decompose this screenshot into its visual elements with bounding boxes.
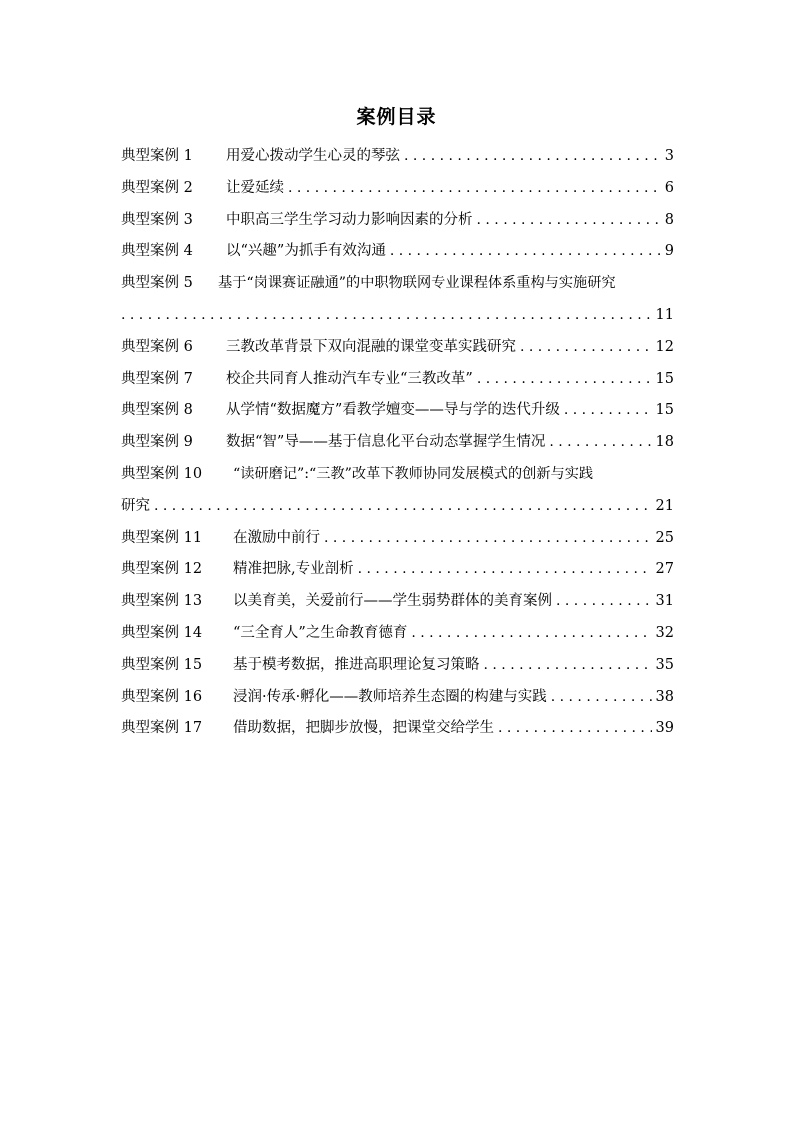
toc-entry-label: 典型案例 15 — [121, 656, 203, 673]
toc-entry[interactable] — [121, 332, 674, 364]
toc-entry-label: 典型案例 6 — [121, 338, 193, 355]
toc-entry[interactable] — [121, 395, 674, 427]
toc-leader-dots — [498, 713, 652, 745]
toc-entry-page: 32 — [655, 624, 674, 641]
toc-entry[interactable] — [121, 205, 674, 237]
toc-leader-dots — [411, 618, 651, 650]
toc-entry[interactable] — [121, 618, 674, 650]
toc-entry[interactable] — [121, 236, 674, 268]
toc-entry[interactable] — [121, 554, 674, 586]
toc-entry-label: 典型案例 4 — [121, 243, 193, 260]
toc-entry-label: 典型案例 8 — [121, 402, 193, 419]
toc-leader-dots — [154, 491, 652, 523]
toc-entry-title: 以“兴趣”为抓手有效沟通 — [226, 243, 386, 260]
toc-entry[interactable] — [121, 268, 674, 332]
toc-entry-title: 在激励中前行 — [233, 529, 320, 546]
toc-entry-page: 27 — [655, 561, 674, 578]
toc-entry-label: 典型案例 14 — [121, 624, 203, 641]
toc-leader-dots — [324, 523, 652, 555]
toc-title: 案例目录 — [356, 106, 437, 128]
toc-entry-label: 典型案例 9 — [121, 434, 193, 451]
toc-leader-dots — [404, 141, 661, 173]
table-of-contents — [121, 141, 674, 745]
toc-entry[interactable] — [121, 141, 674, 173]
toc-leader-dots — [477, 364, 652, 396]
toc-entry-page: 18 — [655, 434, 674, 451]
toc-entry-page: 12 — [655, 338, 674, 355]
toc-entry-label: 典型案例 7 — [121, 370, 193, 387]
toc-entry-page: 38 — [655, 688, 674, 705]
toc-entry[interactable] — [121, 650, 674, 682]
toc-entry-title: 从学情“数据魔方”看教学嬗变——导与学的迭代升级 — [226, 402, 560, 419]
toc-entry-page: 31 — [655, 593, 674, 610]
toc-entry-title: 中职高三学生学习动力影响因素的分析 — [226, 211, 473, 228]
toc-entry-title: 基于“岗课赛证融通”的中职物联网专业课程体系重构与实施研究 — [218, 275, 616, 292]
toc-entry-label: 典型案例 13 — [121, 593, 203, 610]
toc-entry-page: 15 — [655, 370, 674, 387]
toc-entry-page: 35 — [655, 656, 674, 673]
toc-entry[interactable] — [121, 523, 674, 555]
toc-entry[interactable] — [121, 427, 674, 459]
toc-entry-label: 典型案例 16 — [121, 688, 203, 705]
toc-leader-dots — [390, 236, 661, 268]
toc-entry-page: 9 — [664, 243, 674, 260]
toc-leader-dots — [551, 682, 652, 714]
toc-entry[interactable] — [121, 459, 674, 523]
toc-entry-title: 让爱延续 — [226, 179, 284, 196]
toc-entry-label: 典型案例 5 — [121, 275, 193, 292]
toc-entry-title: 用爱心拨动学生心灵的琴弦 — [226, 148, 400, 164]
toc-entry-page: 39 — [655, 720, 674, 737]
toc-leader-dots — [484, 650, 652, 682]
toc-entry-title: 精准把脉,专业剖析 — [233, 561, 354, 578]
toc-entry-title: “读研磨记”:“三教”改革下教师协同发展模式的创新与实践 — [233, 465, 594, 482]
toc-entry-title: “三全育人”之生命教育德育 — [233, 624, 408, 641]
toc-entry-page: 8 — [664, 211, 674, 228]
toc-entry-page: 11 — [655, 306, 674, 323]
toc-entry-label: 典型案例 17 — [121, 720, 203, 737]
toc-entry-page: 25 — [655, 529, 674, 546]
toc-entry[interactable] — [121, 364, 674, 396]
toc-entry-page: 6 — [664, 179, 674, 196]
toc-entry[interactable] — [121, 586, 674, 618]
toc-entry-title: 基于模考数据，推进高职理论复习策略 — [233, 656, 480, 673]
toc-entry-label: 典型案例 2 — [121, 179, 193, 196]
toc-leader-dots — [358, 554, 652, 586]
toc-entry-label: 典型案例 11 — [121, 529, 203, 546]
toc-entry-title: 校企共同育人推动汽车专业“三教改革” — [226, 370, 473, 387]
toc-leader-dots — [520, 332, 652, 364]
toc-entry[interactable] — [121, 173, 674, 205]
toc-leader-dots — [477, 205, 661, 237]
toc-entry-label: 典型案例 3 — [121, 211, 193, 228]
toc-entry-title-continuation: 研究 — [121, 497, 150, 514]
toc-leader-dots — [556, 586, 652, 618]
toc-entry-label: 典型案例 12 — [121, 561, 203, 578]
toc-entry-page: 15 — [655, 402, 674, 419]
toc-entry-title: 浸润·传承·孵化——教师培养生态圈的构建与实践 — [233, 688, 547, 705]
toc-entry[interactable] — [121, 682, 674, 714]
toc-entry-title: 三教改革背景下双向混融的课堂变革实践研究 — [226, 338, 516, 355]
toc-entry-label: 典型案例 10 — [121, 465, 203, 482]
toc-entry-page: 3 — [664, 148, 674, 164]
toc-entry-label: 典型案例 1 — [121, 148, 193, 164]
toc-leader-dots — [288, 173, 661, 205]
toc-entry-title: 以美育美，关爱前行——学生弱势群体的美育案例 — [233, 593, 552, 610]
toc-leader-dots — [121, 300, 652, 332]
toc-entry[interactable] — [121, 713, 674, 745]
toc-entry-title: 借助数据，把脚步放慢，把课堂交给学生 — [233, 720, 494, 737]
toc-leader-dots — [549, 427, 651, 459]
toc-entry-page: 21 — [655, 497, 674, 514]
toc-leader-dots — [564, 395, 652, 427]
toc-entry-title: 数据“智”导——基于信息化平台动态掌握学生情况 — [226, 434, 546, 451]
